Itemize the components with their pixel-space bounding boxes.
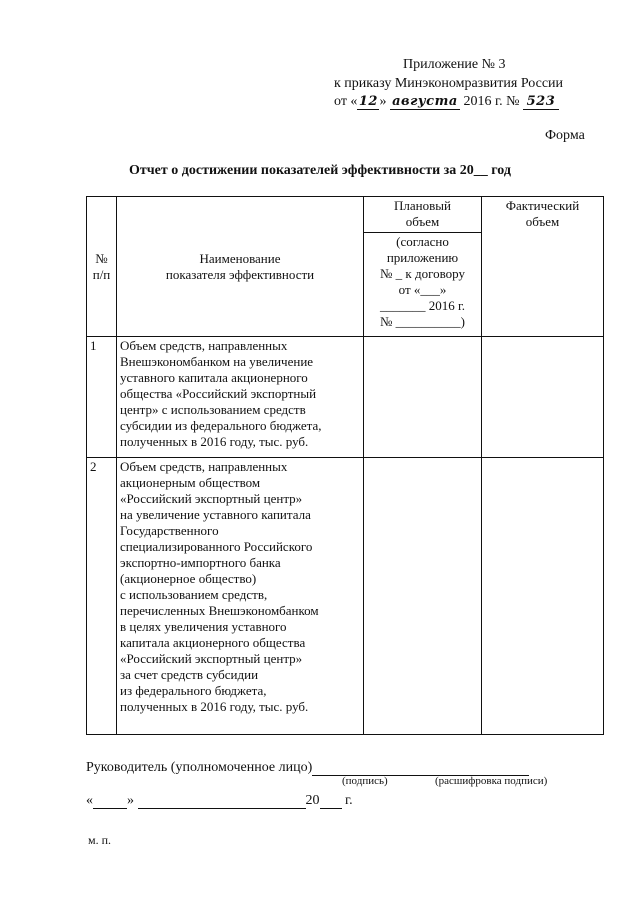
text-line: Фактический xyxy=(505,198,580,213)
header-number xyxy=(87,197,117,337)
text-line: перечисленных Внешэкономбанком xyxy=(120,603,319,618)
header-planned-volume xyxy=(364,197,482,233)
row-1-number: 1 xyxy=(87,337,117,458)
date-line xyxy=(86,793,353,809)
text-line: № __________) xyxy=(380,314,465,329)
text-line: Объем средств, направленных xyxy=(120,338,288,353)
text-line: центр» с использованием средств xyxy=(120,402,306,417)
handwritten-month: августа xyxy=(390,95,460,110)
row-2-planned-value[interactable] xyxy=(364,458,482,735)
text-line: объем xyxy=(405,214,440,229)
text-line: субсидии из федерального бюджета, xyxy=(120,418,322,433)
date-prefix: от « xyxy=(334,94,358,109)
text-line: за счет средств субсидии xyxy=(120,667,259,682)
month-blank[interactable] xyxy=(138,794,306,809)
handwritten-order-number: 523 xyxy=(523,95,559,110)
header-planned-volume-note xyxy=(364,233,482,337)
date-open-quote: « xyxy=(86,793,93,808)
stamp-place-label: м. п. xyxy=(88,833,112,847)
text-line: акционерным обществом xyxy=(120,475,261,490)
text-line: капитала акционерного общества xyxy=(120,635,306,650)
text-line: № xyxy=(95,250,108,266)
text-line: _______ 2016 г. xyxy=(379,298,466,313)
text-line: Плановый xyxy=(394,198,451,213)
text-line: Государственного xyxy=(120,523,219,538)
signature-blank[interactable] xyxy=(312,761,529,776)
day-blank[interactable] xyxy=(93,794,127,809)
text-line: п/п xyxy=(92,266,111,282)
text-line: (согласно xyxy=(396,234,449,249)
handwritten-day: 12 xyxy=(358,94,378,109)
appendix-order-line: к приказу Минэкономразвития России xyxy=(334,76,564,91)
table-header-row-1 xyxy=(87,197,604,233)
document-title: Отчет о достижении показателей эффективности за 20__ год xyxy=(129,163,511,178)
row-2-actual-value[interactable] xyxy=(482,458,604,735)
table-row xyxy=(87,337,604,458)
year-prefix: 20 xyxy=(305,793,320,808)
header-actual-volume xyxy=(482,197,604,337)
text-line: из федерального бюджета, xyxy=(120,683,267,698)
text-line: Внешэкономбанком на увеличение xyxy=(120,354,314,369)
text-line: на увеличение уставного капитала xyxy=(120,507,311,522)
row-2-indicator xyxy=(117,458,364,735)
table-row xyxy=(87,458,604,735)
text-line: показателя эффективности xyxy=(165,266,315,282)
appendix-title: Приложение № 3 xyxy=(403,57,506,72)
text-line: полученных в 2016 году, тыс. руб. xyxy=(120,699,309,714)
row-1-indicator xyxy=(117,337,364,458)
text-line: № _ к договору xyxy=(380,266,465,281)
text-line: экспортно-импортного банка xyxy=(120,555,281,570)
row-1-planned-value[interactable] xyxy=(364,337,482,458)
text-line: уставного капитала акционерного xyxy=(120,370,308,385)
text-line: «Российский экспортный центр» xyxy=(120,491,303,506)
year-blank[interactable] xyxy=(320,794,342,809)
header-indicator-name xyxy=(117,197,364,337)
signature-label: Руководитель (уполномоченное лицо) xyxy=(86,760,313,775)
text-line: приложению xyxy=(386,250,459,265)
text-line: полученных в 2016 году, тыс. руб. xyxy=(120,434,309,449)
row-1-actual-value[interactable] xyxy=(482,337,604,458)
text-line: в целях увеличения уставного xyxy=(120,619,287,634)
row-2-number: 2 xyxy=(87,458,117,735)
date-mid: » xyxy=(379,94,387,109)
signature-decode-caption: (расшифровка подписи) xyxy=(435,775,548,787)
text-line: «Российский экспортный центр» xyxy=(120,651,303,666)
text-line: Наименование xyxy=(199,250,281,266)
text-line: объем xyxy=(525,214,560,229)
form-label: Форма xyxy=(545,128,585,143)
text-line: Объем средств, направленных xyxy=(120,459,288,474)
report-table xyxy=(86,196,604,735)
signature-line xyxy=(86,760,529,776)
text-line: общества «Российский экспортный xyxy=(120,386,317,401)
text-line: специализированного Российского xyxy=(120,539,313,554)
signature-caption: (подпись) xyxy=(342,775,388,787)
appendix-date-line xyxy=(334,94,559,110)
text-line: (акционерное общество) xyxy=(120,571,257,586)
date-close-quote: » xyxy=(127,793,134,808)
text-line: от «___» xyxy=(398,282,447,297)
date-year: 2016 г. № xyxy=(463,94,520,109)
text-line: с использованием средств, xyxy=(120,587,268,602)
year-suffix: г. xyxy=(345,793,353,808)
